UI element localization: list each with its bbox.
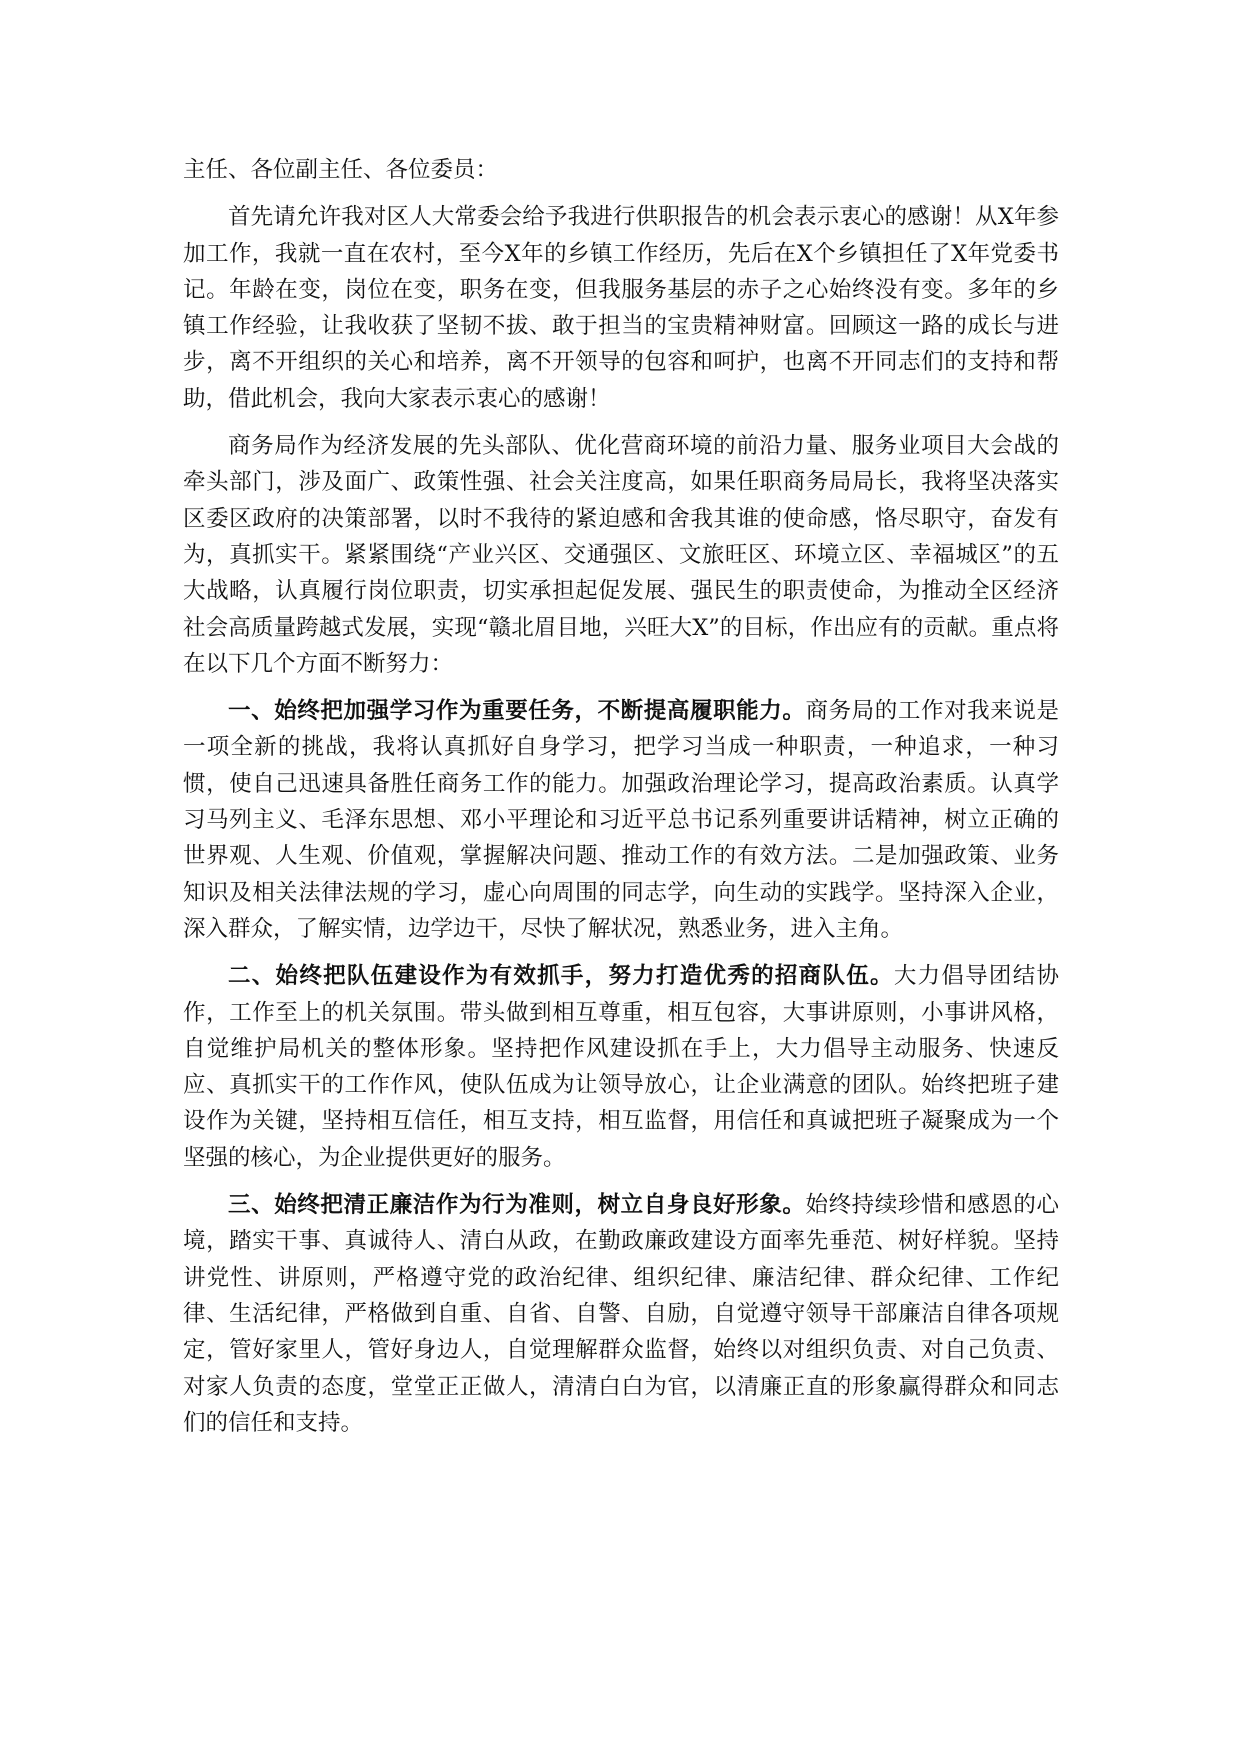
paragraph-point-integrity [183,1187,1059,1441]
paragraph-heading: 一、始终把加强学习作为重要任务，不断提高履职能力。 [228,698,806,725]
paragraph-text: 始终持续珍惜和感恩的心境，踏实干事、真诚待人、清白从政，在勤政廉政建设方面率先垂范、树好样貌。坚持讲党性、讲原则，严格遵守党的政治纪律、组织纪律、廉洁纪律、群众纪律、工作纪律、生活纪律，严格做到自重、自省、自警、自励，自觉遵守领导干部廉洁自律各项规定，管好家里人，管好身边人，自觉理解群众监督，始终以对组织负责、对自己负责、对家人负责的态度，堂堂正正做人，清清白白为官，以清廉正直的形象赢得群众和同志们的信任和支持。 [183,1192,1059,1436]
paragraph-text: 首先请允许我对区人大常委会给予我进行供职报告的机会表示衷心的感谢！从X年参加工作，我就一直在农村，至今X年的乡镇工作经历，先后在X个乡镇担任了X年党委书记。年龄在变，岗位在变，职务在变，但我服务基层的赤子之心始终没有变。多年的乡镇工作经验，让我收获了坚韧不拔、敢于担当的宝贵精神财富。回顾这一路的成长与进步，离不开组织的关心和培养，离不开领导的包容和呵护，也离不开同志们的支持和帮助，借此机会，我向大家表示衷心的感谢！ [183,204,1059,412]
paragraph-thanks [183,199,1059,417]
paragraph-heading: 三、始终把清正廉洁作为行为准则，树立自身良好形象。 [228,1192,806,1219]
paragraph-commitment [183,428,1059,682]
paragraph-point-team [183,958,1059,1176]
salutation: 主任、各位副主任、各位委员： [183,157,499,183]
document-body [183,152,1059,1452]
paragraph-text: 大力倡导团结协作，工作至上的机关氛围。带头做到相互尊重，相互包容，大事讲原则，小事讲风格，自觉维护局机关的整体形象。坚持把作风建设抓在手上，大力倡导主动服务、快速反应、真抓实干的工作作风，使队伍成为让领导放心，让企业满意的团队。始终把班子建设作为关键，坚持相互信任，相互支持，相互监督，用信任和真诚把班子凝聚成为一个坚强的核心，为企业提供更好的服务。 [183,963,1059,1171]
paragraph-point-study [183,693,1059,947]
paragraph-text: 商务局作为经济发展的先头部队、优化营商环境的前沿力量、服务业项目大会战的牵头部门，涉及面广、政策性强、社会关注度高，如果任职商务局局长，我将坚决落实区委区政府的决策部署，以时不我待的紧迫感和舍我其谁的使命感，恪尽职守，奋发有为，真抓实干。紧紧围绕“产业兴区、交通强区、文旅旺区、环境立区、幸福城区”的五大战略，认真履行岗位职责，切实承担起促发展、强民生的职责使命，为推动全区经济社会高质量跨越式发展，实现“赣北眉目地，兴旺大X”的目标，作出应有的贡献。重点将在以下几个方面不断努力： [183,433,1059,677]
paragraph-text: 商务局的工作对我来说是一项全新的挑战，我将认真抓好自身学习，把学习当成一种职责，一种追求，一种习惯，使自己迅速具备胜任商务工作的能力。加强政治理论学习，提高政治素质。认真学习马列主义、毛泽东思想、邓小平理论和习近平总书记系列重要讲话精神，树立正确的世界观、人生观、价值观，掌握解决问题、推动工作的有效方法。二是加强政策、业务知识及相关法律法规的学习，虚心向周围的同志学，向生动的实践学。坚持深入企业，深入群众，了解实情，边学边干，尽快了解状况，熟悉业务，进入主角。 [183,698,1059,942]
paragraph-heading: 二、始终把队伍建设作为有效抓手，努力打造优秀的招商队伍。 [228,963,894,990]
